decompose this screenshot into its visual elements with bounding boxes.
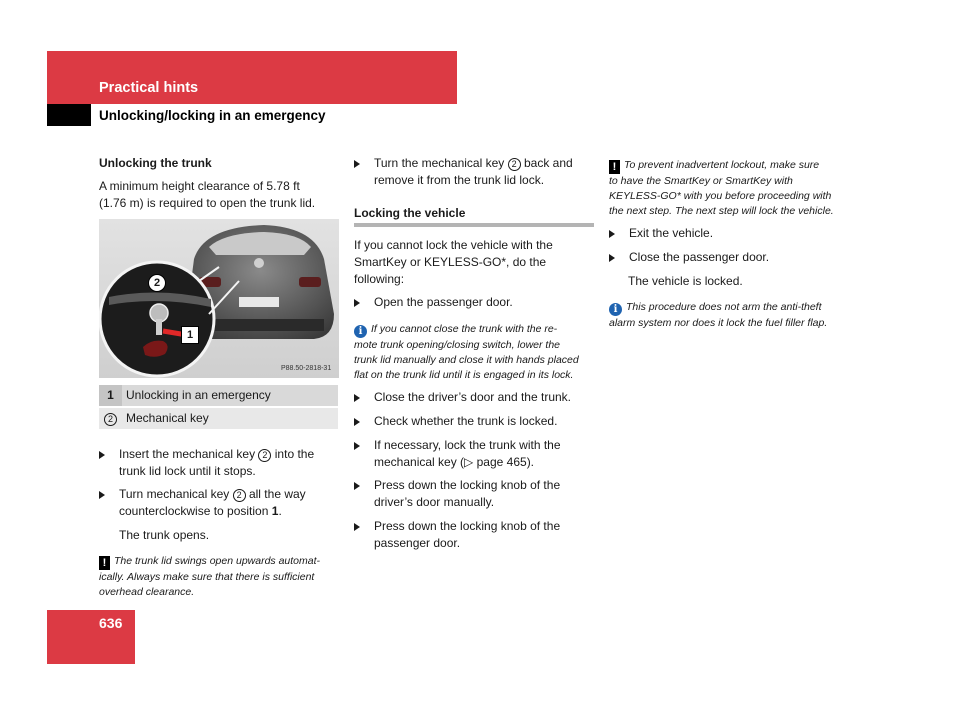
bullet-icon (354, 299, 360, 307)
step-press-passenger-knob: Press down the locking knob of the passenger door. (354, 518, 614, 552)
result-trunk-opens: The trunk opens. (119, 528, 210, 542)
warning-note-lockout: ! To prevent inadvertent lockout, make sure to have the SmartKey or SmartKey with KEYLESS-GO* with you before proceeding with the next step. The next step will lock the vehicle. (609, 159, 834, 217)
result-vehicle-locked: The vehicle is locked. (628, 274, 743, 288)
step-press-driver-knob: Press down the locking knob of the driver’s door manually. (354, 477, 614, 511)
heading-rule (354, 223, 594, 227)
step-check-trunk: Check whether the trunk is locked. (354, 413, 614, 430)
bullet-icon (354, 442, 360, 450)
locking-intro: If you cannot lock the vehicle with the SmartKey or KEYLESS-GO*, do the following: (354, 238, 553, 286)
legend-row-2 (99, 408, 338, 429)
heading-locking-vehicle: Locking the vehicle (354, 206, 466, 220)
subsection-title: Unlocking/locking in an emergency (99, 108, 326, 123)
warning-note-trunk: ! The trunk lid swings open upwards automat- ically. Always make sure that there is sufficient overhead clearance. (99, 555, 321, 598)
header-tab-marker (47, 104, 91, 126)
figure-code: P88.50-2818-31 (281, 365, 332, 372)
header-band (47, 51, 457, 104)
bullet-icon (609, 230, 615, 238)
step-open-passenger-door: Open the passenger door. (354, 294, 614, 311)
bullet-icon (354, 482, 360, 490)
step-lock-trunk: If necessary, lock the trunk with the mechanical key (▷ page 465). (354, 437, 614, 471)
step-turn-back: Turn the mechanical key 2 back and remove it from the trunk lid lock. (354, 155, 614, 189)
trunk-lock-illustration (99, 219, 339, 378)
legend-text-2: Mechanical key (126, 411, 209, 425)
legend-row-1 (99, 385, 338, 406)
step-insert-key: Insert the mechanical key 2 into the trunk lid lock until it stops. (99, 446, 359, 480)
info-note-anti-theft: i This procedure does not arm the anti-theft alarm system nor does it lock the fuel filler flap. (609, 301, 828, 329)
bullet-icon (354, 160, 360, 168)
step-close-passenger-door: Close the passenger door. (609, 249, 869, 266)
heading-unlocking-trunk: Unlocking the trunk (99, 156, 212, 170)
car-rear-photo (99, 219, 339, 378)
bullet-icon (99, 491, 105, 499)
section-title: Practical hints (99, 80, 199, 96)
intro-line-1: A minimum height clearance of 5.78 ft (99, 179, 300, 193)
bullet-icon (99, 451, 105, 459)
step-exit-vehicle: Exit the vehicle. (609, 225, 869, 242)
callout-2: 2 (148, 274, 166, 292)
bullet-icon (354, 418, 360, 426)
step-turn-key: Turn mechanical key 2 all the way counterclockwise to position 1. (99, 486, 359, 520)
info-icon: i (609, 303, 622, 316)
warning-icon: ! (99, 556, 110, 570)
info-note-trunk: i If you cannot close the trunk with the re- mote trunk opening/closing switch, lower the trunk lid manually and close it with hands placed flat on the trunk lid until it is engaged in its lock. (354, 323, 579, 381)
info-icon: i (354, 325, 367, 338)
page-reference-link[interactable]: page 465 (476, 455, 527, 469)
legend-text-1: Unlocking in an emergency (126, 388, 271, 402)
page-number: 636 (99, 615, 123, 631)
intro-line-2: (1.76 m) is required to open the trunk lid. (99, 196, 316, 210)
legend-num-2: 2 (99, 408, 122, 429)
bullet-icon (354, 394, 360, 402)
callout-1: 1 (181, 326, 199, 344)
warning-icon: ! (609, 160, 620, 174)
bullet-icon (354, 523, 360, 531)
page-ref-arrow-icon: ▷ (464, 455, 474, 469)
legend-num-1: 1 (99, 385, 122, 406)
step-close-driver-door: Close the driver’s door and the trunk. (354, 389, 614, 406)
bullet-icon (609, 254, 615, 262)
